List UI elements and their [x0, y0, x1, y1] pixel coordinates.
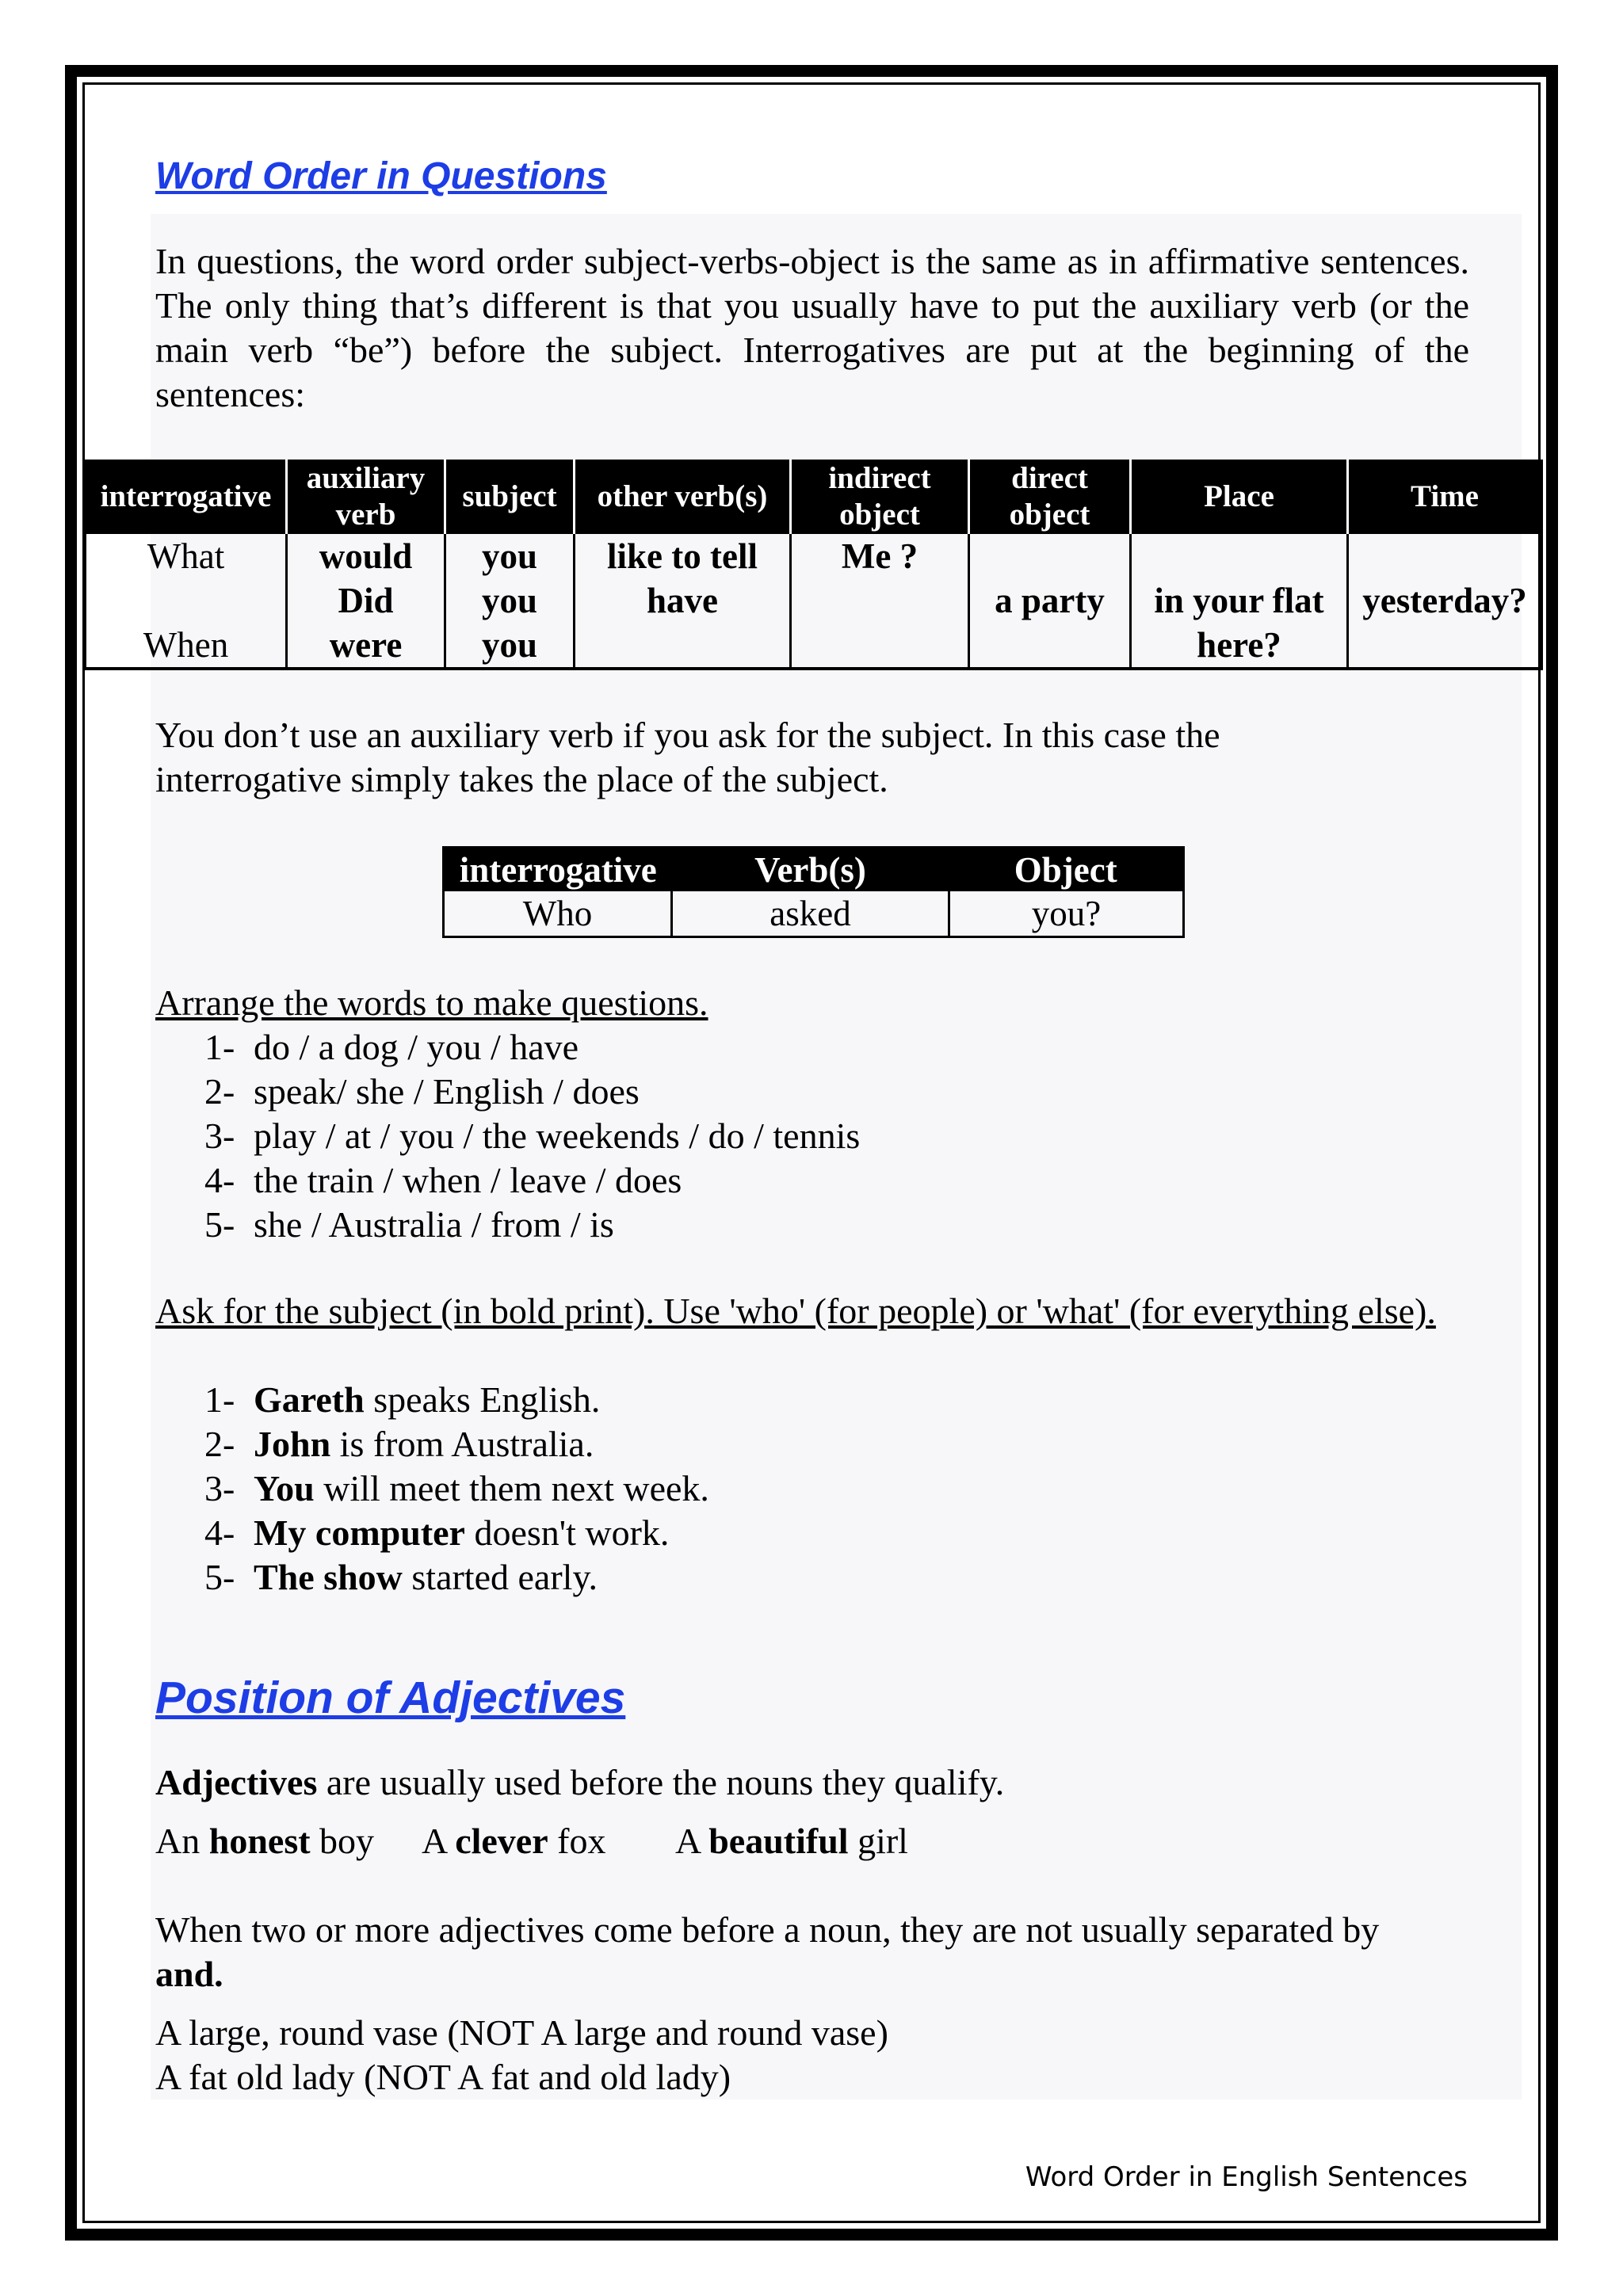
list-item: 2- speak/ she / English / does [204, 1071, 640, 1112]
adjective-rule: Adjectives are usually used before the nouns they qualify. [155, 1762, 1005, 1802]
table-cell: Who [522, 894, 593, 933]
adjective-example-lines: A large, round vase (NOT A large and round vase) A fat old lady (NOT A fat and old lady) [155, 2012, 888, 2097]
table-cell: like to tell have [575, 534, 791, 669]
table-header-cell: Time [1348, 460, 1542, 534]
table-header-cell: Verb(s) [672, 848, 949, 892]
table-cell: would Did were [287, 534, 445, 669]
list-item: 4- the train / when / leave / does [204, 1160, 682, 1200]
exercise1-list [204, 1025, 860, 1247]
table-header-cell: Object [949, 848, 1184, 892]
table-header-cell: other verb(s) [575, 460, 791, 534]
table-cell: you you you [445, 534, 575, 669]
subject-question-table [442, 846, 1185, 938]
table-body-row [86, 534, 1542, 669]
table-header-cell: subject [445, 460, 575, 534]
list-item: 4- My computer doesn't work. [204, 1512, 670, 1553]
table-header-cell: interrogative [444, 848, 672, 892]
exercise2-list [204, 1378, 709, 1600]
two-adjectives-rule: When two or more adjectives come before a noun, they are not usually separated by and. [155, 1909, 1380, 1994]
list-item: 1- do / a dog / you / have [204, 1027, 579, 1067]
table-cell: a party [969, 534, 1131, 669]
word-order-table [84, 460, 1543, 670]
exercise2-instruction: Ask for the subject (in bold print). Use 'who' (for people) or 'what' (for everything else). [155, 1291, 1436, 1331]
table-body-row [444, 891, 1184, 937]
list-item: 3- play / at / you / the weekends / do / tennis [204, 1116, 861, 1156]
adjective-example: A clever fox [422, 1821, 606, 1861]
table-header-cell: Place [1131, 460, 1348, 534]
intro-paragraph: In questions, the word order subject-verbs-object is the same as in affirmative sentences. The only thing that’s different is that you usually have to put the auxiliary verb (or the main verb “be”) before the subject. Interrogatives are put at the beginning of the sentences: [155, 241, 1469, 414]
adjective-example: An honest boy [155, 1821, 375, 1861]
exercise1-instruction: Arrange the words to make questions. [155, 982, 708, 1023]
adjective-examples [155, 1819, 908, 1863]
table-header-row [86, 460, 1542, 534]
table-cell: you? [949, 891, 1184, 937]
table-cell: What When [143, 536, 229, 665]
list-item: 2- John is from Australia. [204, 1424, 594, 1464]
table-cell: Me ? [791, 534, 969, 669]
table-header-cell: indirect object [791, 460, 969, 534]
table-header-cell: direct object [969, 460, 1131, 534]
page-footer: Word Order in English Sentences [1025, 2161, 1468, 2193]
table-header-cell: interrogative [86, 460, 287, 534]
list-item: 1- Gareth speaks English. [204, 1379, 601, 1420]
table-header-cell: auxiliary verb [287, 460, 445, 534]
table-cell: asked [672, 891, 949, 937]
table-cell: in your flat here? [1131, 534, 1348, 669]
list-item: 3- You will meet them next week. [204, 1468, 709, 1508]
adjective-example: A beautiful girl [675, 1821, 908, 1861]
table-cell: yesterday? [1348, 534, 1542, 669]
subject-question-note: You don’t use an auxiliary verb if you ask for the subject. In this case the interrogative simply takes the place of the subject. [155, 715, 1220, 799]
section-heading-word-order: Word Order in Questions [155, 155, 607, 197]
list-item: 5- she / Australia / from / is [204, 1204, 614, 1245]
list-item: 5- The show started early. [204, 1557, 598, 1597]
table-header-row [444, 848, 1184, 892]
section-heading-adjectives: Position of Adjectives [155, 1672, 626, 1723]
